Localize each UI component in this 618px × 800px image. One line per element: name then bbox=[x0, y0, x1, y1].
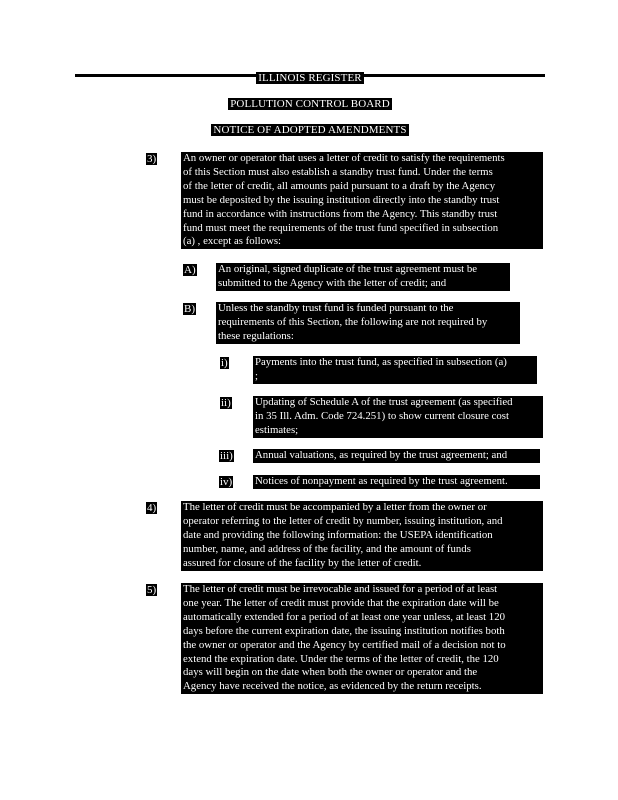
paragraph-4-line: The letter of credit must be accompanied by a letter from the owner or bbox=[183, 501, 487, 513]
item-label-5: 5) bbox=[147, 584, 157, 596]
paragraph-A-line: submitted to the Agency with the letter of credit; and bbox=[218, 276, 447, 289]
paragraph-iv-line: Notices of nonpayment as required by the trust agreement. bbox=[255, 475, 508, 487]
paragraph-3-line: (a) , except as follows: bbox=[183, 235, 282, 248]
item-label-A: A) bbox=[184, 264, 196, 276]
paragraph-5-line: The letter of credit must be irrevocable and issued for a period of at least bbox=[183, 583, 498, 595]
paragraph-B bbox=[216, 302, 520, 344]
paragraph-5-line: days before the current expiration date, the issuing institution notifies both bbox=[183, 624, 505, 637]
paragraph-A-line: An original, signed duplicate of the trust agreement must be bbox=[218, 263, 478, 275]
paragraph-5-line: the owner or operator and the Agency by certified mail of a decision not to bbox=[183, 638, 506, 651]
paragraph-3 bbox=[181, 152, 543, 249]
paragraph-3-line: fund in accordance with instructions from the Agency. This standby trust bbox=[183, 207, 498, 220]
paragraph-iii bbox=[253, 449, 540, 463]
paragraph-4-line: date and providing the following information: the USEPA identification bbox=[183, 528, 493, 541]
paragraph-3-line: An owner or operator that uses a letter of credit to satisfy the requirements bbox=[183, 152, 505, 164]
register-title: ILLINOIS REGISTER bbox=[258, 72, 362, 84]
paragraph-iv bbox=[253, 475, 540, 489]
item-label-B: B) bbox=[184, 303, 195, 315]
paragraph-ii-line: estimates; bbox=[255, 423, 299, 436]
item-label-i: i) bbox=[221, 357, 228, 369]
paragraph-i-line: ; bbox=[255, 369, 258, 382]
item-label-iii: iii) bbox=[220, 450, 233, 462]
item-label-4: 4) bbox=[147, 502, 157, 514]
paragraph-5-line: automatically extended for a period of at least one year unless, at least 120 bbox=[183, 610, 505, 623]
paragraph-4 bbox=[181, 501, 543, 571]
paragraph-ii-line: in 35 Ill. Adm. Code 724.251) to show current closure cost bbox=[255, 409, 509, 422]
paragraph-B-line: requirements of this Section, the following are not required by bbox=[218, 315, 488, 328]
paragraph-3-line: must be deposited by the issuing institution directly into the standby trust bbox=[183, 193, 500, 206]
notice-title: NOTICE OF ADOPTED AMENDMENTS bbox=[213, 124, 407, 136]
paragraph-ii-line: Updating of Schedule A of the trust agreement (as specified bbox=[255, 396, 513, 408]
paragraph-5-line: days will begin on the date when both the owner or operator and the bbox=[183, 666, 478, 679]
paragraph-3-line: of the letter of credit, all amounts paid pursuant to a draft by the Agency bbox=[183, 179, 496, 192]
paragraph-4-line: number, name, and address of the facility, and the amount of funds bbox=[183, 542, 471, 555]
paragraph-ii bbox=[253, 396, 543, 438]
paragraph-5-line: extend the expiration date. Under the terms of the letter of credit, the 120 bbox=[183, 652, 499, 665]
paragraph-B-line: Unless the standby trust fund is funded pursuant to the bbox=[218, 302, 454, 314]
paragraph-3-line: fund must meet the requirements of the trust fund specified in subsection bbox=[183, 221, 499, 234]
paragraph-5 bbox=[181, 583, 543, 694]
board-title: POLLUTION CONTROL BOARD bbox=[230, 98, 390, 110]
paragraph-5-line: one year. The letter of credit must provide that the expiration date will be bbox=[183, 596, 499, 609]
item-label-iv: iv) bbox=[220, 476, 233, 488]
paragraph-i-line: Payments into the trust fund, as specified in subsection (a) bbox=[255, 356, 507, 368]
paragraph-A bbox=[216, 263, 510, 291]
paragraph-4-line: operator referring to the letter of credit by number, issuing institution, and bbox=[183, 514, 503, 527]
paragraph-iii-line: Annual valuations, as required by the trust agreement; and bbox=[255, 449, 508, 461]
paragraph-5-line: Agency have received the notice, as evidenced by the return receipts. bbox=[183, 680, 482, 693]
paragraph-i bbox=[253, 356, 537, 384]
item-label-3: 3) bbox=[147, 153, 157, 165]
item-label-ii: ii) bbox=[221, 397, 231, 409]
paragraph-3-line: of this Section must also establish a standby trust fund. Under the terms bbox=[183, 165, 493, 178]
paragraph-4-line: assured for closure of the facility by the letter of credit. bbox=[183, 556, 422, 569]
paragraph-B-line: these regulations: bbox=[218, 329, 294, 342]
